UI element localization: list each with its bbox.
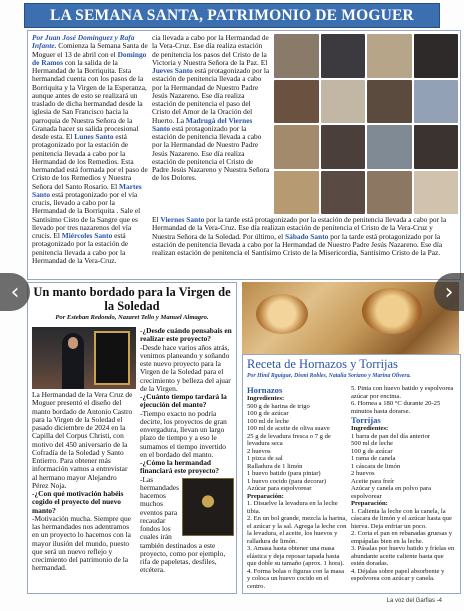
torrijas-ingredient-list bbox=[351, 433, 455, 501]
recipe-column-2 bbox=[351, 385, 455, 591]
procession-photo bbox=[274, 80, 319, 124]
hornazos-torrijas-photo bbox=[242, 282, 459, 354]
recipe-line: 1 pizca de sal bbox=[247, 455, 283, 462]
recipe-column-1 bbox=[247, 385, 347, 591]
recipe-line: 1 huevo cocido (para decorar) bbox=[247, 477, 327, 485]
recipe-line: 100 g de azúcar bbox=[247, 410, 289, 417]
recipe-line: 2 huevos bbox=[247, 447, 271, 455]
day-highlight: Viernes Santo bbox=[160, 216, 205, 224]
procession-photo bbox=[274, 171, 319, 215]
day-highlight: Sábado Santo bbox=[285, 231, 329, 241]
torrija-bread bbox=[362, 288, 422, 334]
day-highlight: Martes Santo bbox=[32, 181, 142, 199]
interview-question: -¿Desde cuándo pensabais en realizar este proyecto? bbox=[140, 327, 232, 344]
recipe-line: 1. Calienta la leche con la canela, la cáscara de limón y el azúcar hasta que hierva. Deja enfriar un poco. bbox=[351, 507, 452, 530]
recipe-line: Azúcar para espolvorear bbox=[247, 485, 312, 492]
interview-answer: -Tiempo exacto no podría decirte, los proyectos de gran envergadura, llevan un largo plazo de tiempo y a eso le sumamos el tiempo invertido en el bordado del manto. bbox=[140, 408, 227, 459]
manto-column-2 bbox=[140, 327, 234, 589]
recipe-line: 500 g de harina de trigo bbox=[247, 402, 310, 410]
article-column-1 bbox=[32, 34, 148, 278]
article-text: Comienza la Semana Santa de Moguer el 13 de abril con el bbox=[32, 41, 148, 59]
page-footer: La voz del Garfias -4 bbox=[386, 598, 442, 604]
semana-santa-article bbox=[27, 30, 461, 280]
recipe-line: 6. Hornea a 180 °C durante 20-25 minutos hasta dorarse. bbox=[351, 400, 441, 415]
article-text: está protagonizado por la estación de penitencia llevada a cabo por la Hermandad de la Vera-Cruz. bbox=[32, 231, 129, 265]
recipe-authors: Por Hind Rguigue, Dismi Robles, Natalia Soriano y Marina Olivera. bbox=[247, 373, 411, 379]
recipe-line: 4. Forma bolas o figuras con la masa y coloca un huevo cocido en el centro. bbox=[247, 567, 345, 590]
article-text: por la tarde está protagonizado por la estación de penitencia llevada a cabo por la Hermandad de la Vera-Cruz. Ese día realizan estación de penitencia el Cristo de la Vera-Cruz y Nuestra Señora de la Soledad. Por último, el bbox=[152, 216, 447, 241]
header-banner bbox=[24, 3, 440, 28]
manto-column-1 bbox=[32, 391, 134, 589]
procession-photo bbox=[414, 34, 459, 78]
recipe-line: 5. Pinta con huevo batido y espolvorea azúcar por encima. bbox=[351, 385, 454, 400]
recipe-line: 1 cáscara de limón bbox=[351, 462, 401, 470]
previous-page-arrow[interactable]: ‹ bbox=[0, 273, 30, 311]
procession-photo bbox=[414, 80, 459, 124]
interview-answer: -Motivación mucha. Siempre que las hermandades nos adentramos en un proyecto lo hacemos con la mayor ilusión del mundo, puesto que será un nuevo reflejo y crecimiento del patrimonio de la hermandad. bbox=[32, 513, 131, 573]
interview-question: -¿Cómo la hermandad financiará este proyecto? bbox=[140, 458, 220, 476]
manto-title: Un manto bordado para la Virgen de la Soledad bbox=[33, 285, 231, 313]
recipe-line: 1 rama de canela bbox=[351, 455, 396, 462]
interview-question: -¿Cuánto tiempo tardará la ejecución del manto? bbox=[140, 392, 227, 410]
procession-photo bbox=[274, 125, 319, 169]
torrijas-heading: Torrijas bbox=[351, 415, 381, 425]
procession-photo bbox=[367, 171, 412, 215]
framed-picture bbox=[94, 331, 130, 385]
interview-question: -¿Con qué motivación habéis cogido el proyecto del nuevo manto? bbox=[32, 489, 124, 515]
preparation-label: Preparación: bbox=[351, 500, 388, 507]
procession-photo-grid bbox=[274, 34, 458, 214]
hornazos-ingredient-list bbox=[247, 403, 347, 493]
embroidered-manto-image bbox=[182, 478, 234, 536]
hornazos-steps-continued bbox=[351, 385, 455, 415]
ingredients-label: Ingredientes: bbox=[247, 395, 285, 402]
day-highlight: Lunes Santo bbox=[74, 132, 114, 141]
recipe-line: 2 huevos bbox=[351, 470, 375, 477]
procession-photo bbox=[321, 34, 366, 78]
day-highlight: Miércoles Santo bbox=[61, 231, 113, 240]
article-text: por la tarde está protagonizado por la estación de penitencia llevada a cabo por la Hermandad de Nuestro Padre Jesús Nazareno. Ese día realizan estación de penitencia el Santísimo Cristo de la Misericordia, Santísimo Cristo de la Paz. bbox=[152, 231, 443, 257]
recipe-line: 100 ml de leche bbox=[247, 417, 289, 425]
manto-article bbox=[27, 282, 237, 594]
next-page-arrow[interactable]: › bbox=[434, 273, 464, 311]
recipe-line: 3. Pásalas por huevo batido y fríelas en abundante aceite caliente hasta que estén doradas. bbox=[351, 545, 455, 567]
recipe-line: 3. Amasa hasta obtener una masa elástica y deja reposar tapada hasta que doble su tamaño (aprox. 1 hora). bbox=[247, 545, 345, 567]
recipe-article bbox=[242, 354, 461, 594]
manto-authors: Por Esteban Redondo, Nazaret Tello y Manuel Almagro. bbox=[55, 314, 209, 321]
recipe-line: Aceite para freír bbox=[351, 477, 395, 485]
recipe-line: 500 ml de leche bbox=[351, 440, 393, 447]
procession-photo bbox=[321, 125, 366, 169]
article-column-2 bbox=[152, 34, 270, 216]
recipe-line: 4. Déjalas sobre papel absorbente y espolvorea con azúcar y canela. bbox=[351, 567, 445, 582]
article-text: cia llevada a cabo por la Hermandad de la Vera-Cruz. Ese día realiza estación de penitencia los pasos del Cristo de la Victoria y Nuestra Señora de la Paz. El bbox=[152, 34, 269, 67]
recipe-title: Receta de Hornazos y Torrijas bbox=[247, 357, 398, 371]
article-wide-text bbox=[152, 216, 456, 278]
procession-photo bbox=[367, 80, 412, 124]
article-text: El bbox=[152, 216, 161, 224]
day-highlight: Domingo de Ramos bbox=[32, 49, 147, 67]
recipe-line: 2. Corta el pan en rebanadas gruesas y empápalas bien en la leche. bbox=[351, 530, 453, 545]
interview-answer: -Desde hace varios años atrás, venimos planeando y soñando este nuevo proyecto para la Virgen de la Soledad para el crecimiento y belleza del ajuar de la Virgen. bbox=[140, 342, 231, 393]
interview-answer: -Las hermandades hacemos muchos eventos para recaudar fondos los cuales irán también destinados a este proyecto, como por ejemplo, rifa de papeletas, desfiles, etcétera. bbox=[140, 474, 226, 575]
article-text: está protagonizado por la estación de penitencia llevada a cabo por la Hermandad de Nuestro Padre Jesús Nazareno. Ese día realiza estación de penitencia el paso del Cristo del Amor de la Oración del Huerto. La bbox=[152, 66, 270, 125]
day-highlight: Jueves Santo bbox=[152, 66, 193, 75]
recipe-line: 1. Disuelve la levadura en la leche tibia. bbox=[247, 500, 338, 515]
recipe-line: 2. En un bol grande, mezcla la harina, el azúcar y la sal. Agrega la leche con la levadura, el aceite, los huevos y ralladura de limón. bbox=[247, 515, 347, 545]
procession-photo bbox=[274, 34, 319, 78]
procession-photo bbox=[414, 171, 459, 215]
recipe-line: 1 barra de pan del día anterior bbox=[351, 432, 431, 440]
article-text: con la salida de la Hermandad de la Borriquita. Esta hermandad cuenta con los pasos de la Borriquita y la Virgen de la Esperanza, aunque antes de esto se realizará un traslado de dicha hermandad desde la iglesia de San Francisco hacia la parroquia de Nuestra Señora de la Granada hacer su salida procesional desde esta. El bbox=[32, 57, 147, 141]
recipe-line: 25 g de levadura fresca o 7 g de levadura seca bbox=[247, 432, 331, 447]
hornazos-heading: Hornazos bbox=[247, 385, 283, 395]
ingredients-label: Ingredientes: bbox=[351, 425, 389, 432]
recipe-line: Ralladura de 1 limón bbox=[247, 462, 303, 470]
manto-intro: La Hermandad de la Vera Cruz de Moguer presentó el diseño del manto bordado de Antonio Castro para la Virgen de la Soledad el pasado diciembre de 2024 en la Capilla del Corpus Christi, con motivo del 450 aniversario de la Cofradía de la Soledad y Santo Entierro. Para obtener más información vamos a entrevistar al hermano mayor Alejandro Pérez Noja. bbox=[32, 391, 133, 490]
page-title: LA SEMANA SANTA, PATRIMONIO DE MOGUER bbox=[50, 6, 414, 24]
procession-photo bbox=[367, 34, 412, 78]
recipe-line: Azúcar y canela en polvo para espolvorear bbox=[351, 485, 431, 500]
torrijas-steps bbox=[351, 508, 455, 583]
procession-photo bbox=[321, 80, 366, 124]
hornazo-bread bbox=[256, 294, 308, 334]
article-text: está protagonizado por la estación de penitencia llevada a cabo por la Hermandad de Nuestro Padre Jesús Nazareno. Ese día realiza estación de penitencia el Cristo de Padre Jesús Nazareno y Nuestra Señora de los Dolores. bbox=[152, 123, 270, 183]
person-face bbox=[68, 337, 78, 349]
recipe-line: 100 g de azúcar bbox=[351, 447, 393, 455]
interview-photo bbox=[32, 327, 136, 389]
article-text: está protagonizado por el vía crucis, llevado a cabo por la Hermandad de la Borriquita . Sale el Santísimo Cisto de la Sangre que es llevado por tres nazarenos del vía crucis. El bbox=[32, 189, 141, 240]
recipe-line: 100 ml de aceite de oliva suave bbox=[247, 425, 330, 432]
procession-photo bbox=[321, 171, 366, 215]
recipe-line: 1 huevo batido (para pintar) bbox=[247, 470, 321, 477]
procession-photo bbox=[367, 125, 412, 169]
procession-photo bbox=[414, 125, 459, 169]
preparation-label: Preparación: bbox=[247, 492, 284, 500]
day-highlight: Madrugá del Viernes Santo bbox=[152, 115, 253, 133]
hornazos-steps bbox=[247, 500, 347, 590]
article-authors: Por Juan José Domínguez y Rafa Infante. bbox=[32, 34, 135, 51]
article-text: está protagonizado por la estación de penitencia llevada a cabo por la Hermandad de los Remedios. Esta hermandad está formada por el paso de Cristo de los Remedios y Nuestra Señora del Santo Rosario. El bbox=[32, 132, 148, 191]
